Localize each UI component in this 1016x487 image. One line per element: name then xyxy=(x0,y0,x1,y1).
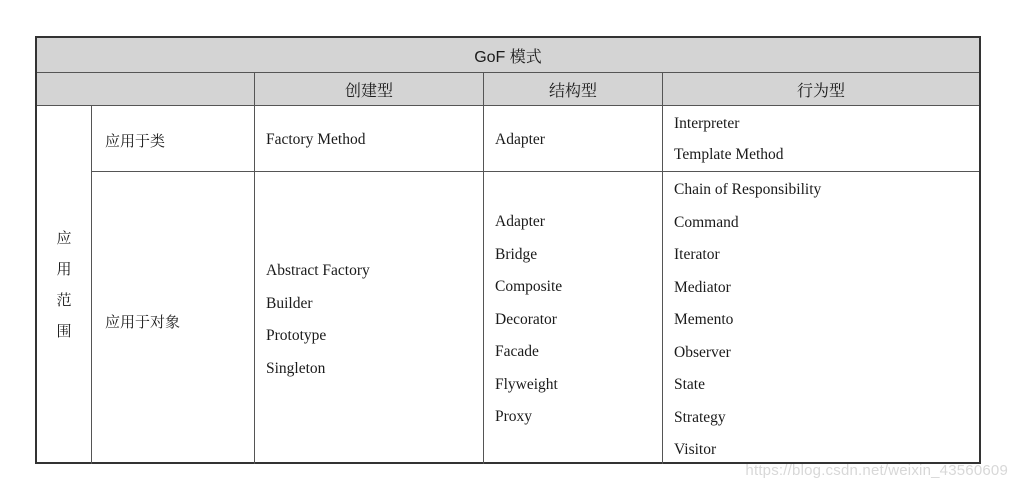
list-item: Abstract Factory xyxy=(266,262,370,279)
object-behavioral-list xyxy=(674,181,821,459)
class-creational-item: Factory Method xyxy=(266,131,366,148)
list-item: Mediator xyxy=(674,278,731,296)
object-scope-label: 应用于对象 xyxy=(105,313,181,331)
list-item: Proxy xyxy=(495,408,533,425)
gof-pattern-table xyxy=(35,36,981,464)
object-creational-list xyxy=(266,262,370,378)
scope-label xyxy=(37,106,91,464)
list-item: Decorator xyxy=(495,310,557,328)
divider-structural xyxy=(483,106,484,464)
list-item: Flyweight xyxy=(495,375,558,393)
list-item: Interpreter xyxy=(674,115,740,132)
scope-char: 用 xyxy=(56,260,72,278)
list-item: Iterator xyxy=(674,246,720,263)
list-item: Bridge xyxy=(495,245,538,263)
class-structural-item: Adapter xyxy=(495,131,545,148)
list-item: Facade xyxy=(495,343,539,360)
list-item: Prototype xyxy=(266,327,327,344)
divider-creational xyxy=(254,106,255,464)
divider-behavioral xyxy=(662,106,663,464)
header-structural: 结构型 xyxy=(483,73,662,105)
list-item: Adapter xyxy=(495,213,545,230)
header-row xyxy=(37,73,979,106)
scope-char: 应 xyxy=(56,229,72,247)
watermark: https://blog.csdn.net/weixin_43560609 xyxy=(745,462,1008,479)
header-empty-cell xyxy=(37,73,254,105)
divider-class-object xyxy=(91,171,979,172)
object-structural-list xyxy=(495,213,562,426)
scope-char: 围 xyxy=(56,322,72,340)
scope-char: 范 xyxy=(56,291,72,309)
class-scope-label: 应用于类 xyxy=(105,132,166,150)
list-item: Visitor xyxy=(674,441,717,458)
list-item: Singleton xyxy=(266,359,326,377)
list-item: Command xyxy=(674,213,739,231)
list-item: Builder xyxy=(266,294,313,312)
list-item: Template Method xyxy=(674,146,784,163)
list-item: State xyxy=(674,376,705,393)
table-title: GoF 模式 xyxy=(37,38,979,73)
header-creational: 创建型 xyxy=(254,73,483,105)
list-item: Composite xyxy=(495,278,563,295)
list-item: Chain of Responsibility xyxy=(674,181,822,198)
class-behavioral-list xyxy=(674,115,784,164)
list-item: Memento xyxy=(674,311,734,328)
list-item: Strategy xyxy=(674,408,726,426)
header-behavioral: 行为型 xyxy=(662,73,979,105)
divider-scope xyxy=(91,106,92,464)
list-item: Observer xyxy=(674,343,731,361)
